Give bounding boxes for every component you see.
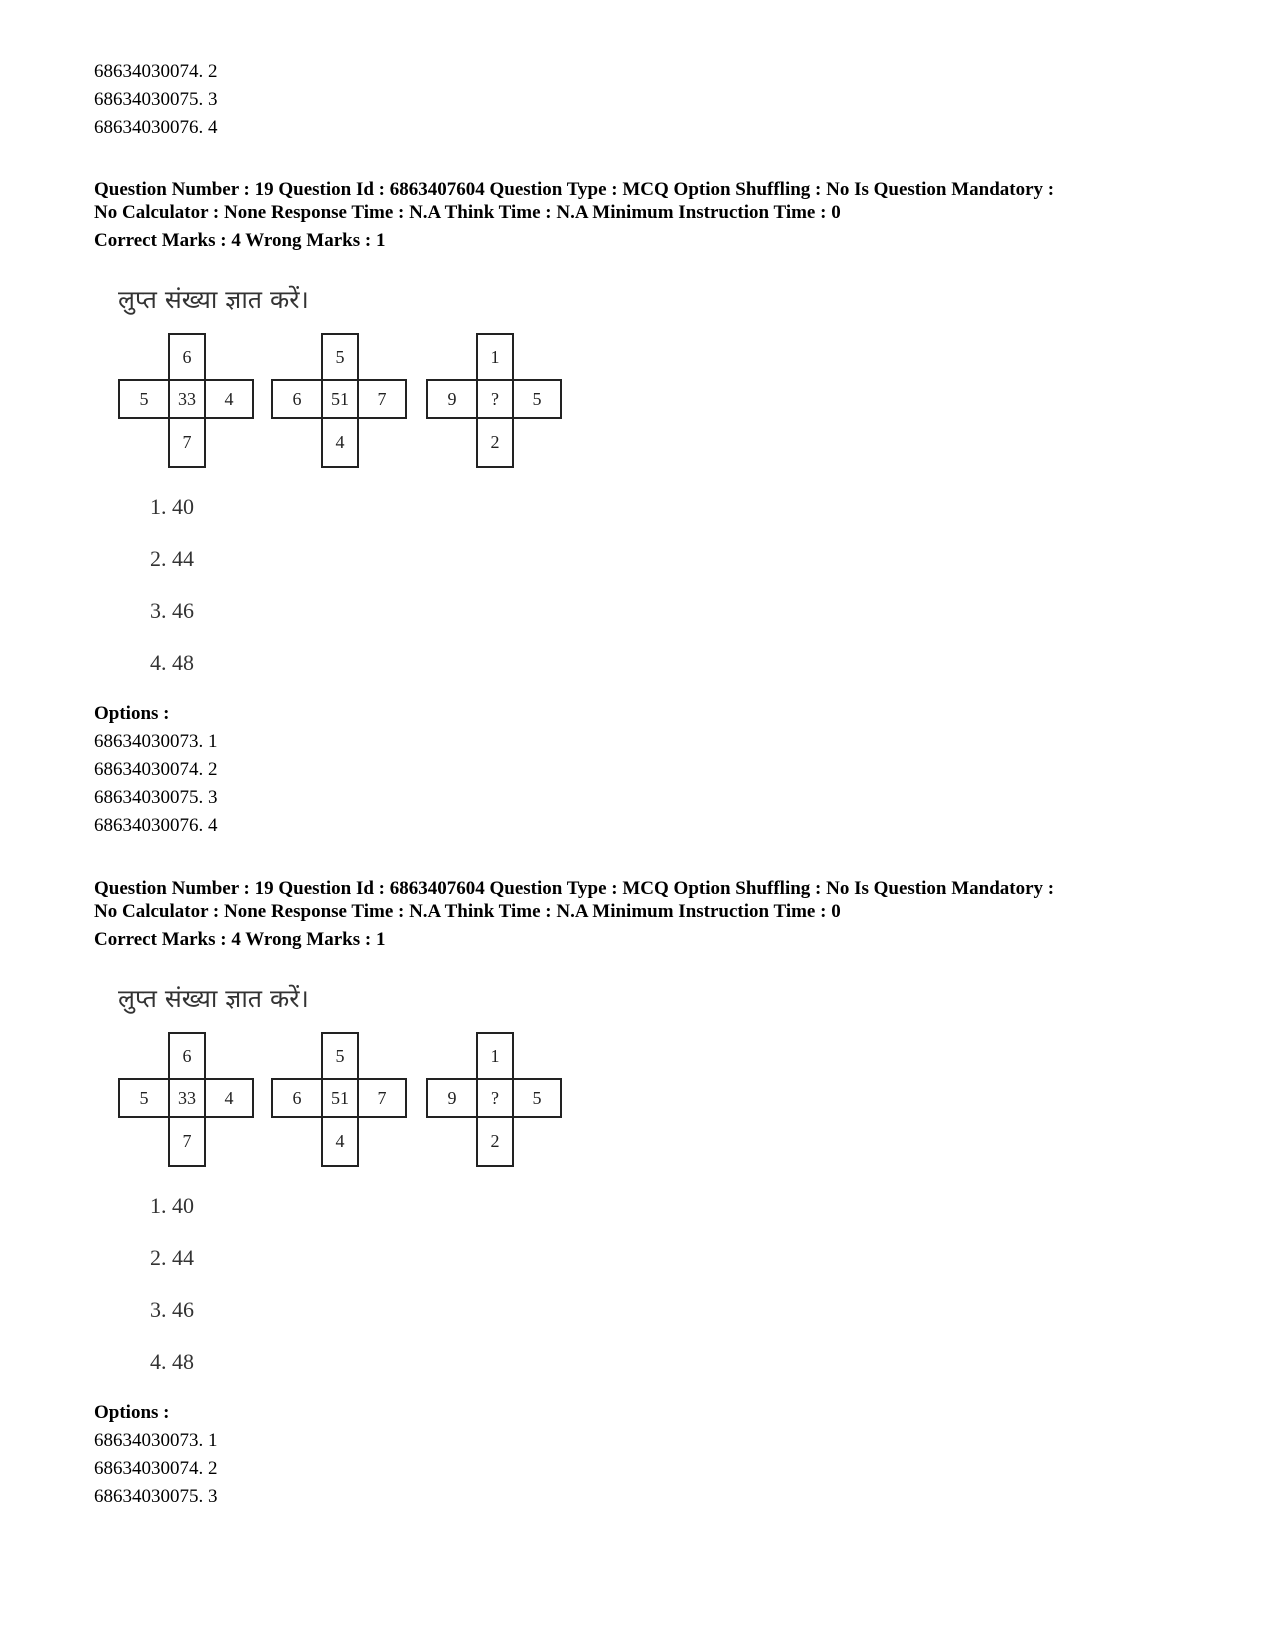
cross-cell-bottom: 4 [321,1116,359,1167]
option-line: 68634030075. 3 [94,89,218,110]
option-line: 68634030073. 1 [94,1430,218,1451]
cross-cell-left: 9 [426,379,478,419]
cross-cell-center: 33 [168,1078,206,1118]
option-line: 68634030076. 4 [94,815,218,836]
number-cross-figure [118,333,588,478]
cross-cell-right: 4 [204,379,254,419]
option-line: 68634030074. 2 [94,759,218,780]
options-label: Options : [94,703,170,724]
question-prompt: लुप्त संख्या ज्ञात करें। [118,285,309,314]
question-prompt: लुप्त संख्या ज्ञात करें। [118,984,309,1013]
option-line: 68634030076. 4 [94,117,218,138]
option-line: 68634030074. 2 [94,61,218,82]
cross-cell-top: 6 [168,1032,206,1080]
cross-cell-right: 5 [512,379,562,419]
cross-cell-top: 5 [321,333,359,381]
cross-cell-right: 5 [512,1078,562,1118]
answer-choice: 3. 46 [150,1297,194,1322]
cross-cell-left: 5 [118,379,170,419]
question-marks: Correct Marks : 4 Wrong Marks : 1 [94,929,386,950]
answer-choice: 4. 48 [150,1349,194,1374]
cross-cell-bottom: 2 [476,1116,514,1167]
number-cross-figure [118,1032,588,1177]
cross-cell-left: 6 [271,1078,323,1118]
question-header: Question Number : 19 Question Id : 6863407604 Question Type : MCQ Option Shuffling : No Is Question Mandatory : [94,179,1055,200]
cross-cell-top: 5 [321,1032,359,1080]
option-line: 68634030073. 1 [94,731,218,752]
question-header: Question Number : 19 Question Id : 6863407604 Question Type : MCQ Option Shuffling : No Is Question Mandatory : [94,878,1055,899]
cross-cell-left: 5 [118,1078,170,1118]
cross-cell-center: 33 [168,379,206,419]
cross-cell-right: 7 [357,379,407,419]
cross-cell-left: 9 [426,1078,478,1118]
answer-choice: 1. 40 [150,1193,194,1218]
cross-cell-top: 1 [476,1032,514,1080]
cross-cell-bottom: 2 [476,417,514,468]
option-line: 68634030075. 3 [94,1486,218,1507]
answer-choice: 3. 46 [150,598,194,623]
cross-cell-bottom: 7 [168,417,206,468]
option-line: 68634030075. 3 [94,787,218,808]
question-header: No Calculator : None Response Time : N.A Think Time : N.A Minimum Instruction Time : 0 [94,202,841,223]
cross-cell-top: 1 [476,333,514,381]
cross-cell-center: ? [476,1078,514,1118]
answer-choice: 1. 40 [150,494,194,519]
cross-cell-left: 6 [271,379,323,419]
question-header: No Calculator : None Response Time : N.A Think Time : N.A Minimum Instruction Time : 0 [94,901,841,922]
answer-choice: 2. 44 [150,1245,194,1270]
cross-cell-bottom: 7 [168,1116,206,1167]
answer-choice: 4. 48 [150,650,194,675]
cross-cell-right: 4 [204,1078,254,1118]
cross-cell-top: 6 [168,333,206,381]
cross-cell-center: ? [476,379,514,419]
options-label: Options : [94,1402,170,1423]
answer-choice: 2. 44 [150,546,194,571]
cross-cell-right: 7 [357,1078,407,1118]
cross-cell-center: 51 [321,1078,359,1118]
cross-cell-center: 51 [321,379,359,419]
option-line: 68634030074. 2 [94,1458,218,1479]
question-marks: Correct Marks : 4 Wrong Marks : 1 [94,230,386,251]
cross-cell-bottom: 4 [321,417,359,468]
